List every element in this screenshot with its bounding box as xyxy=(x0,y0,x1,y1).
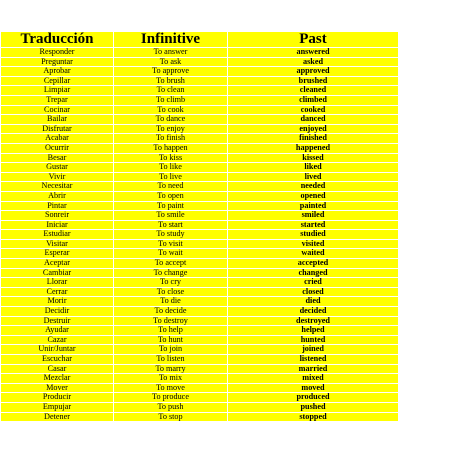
cell-translation: Limpiar xyxy=(1,86,114,96)
cell-past: danced xyxy=(228,115,399,125)
cell-translation: Empujar xyxy=(1,402,114,412)
table-row xyxy=(1,316,399,326)
cell-past: mixed xyxy=(228,374,399,384)
cell-infinitive: To dance xyxy=(114,115,228,125)
cell-past: died xyxy=(228,297,399,307)
table-row xyxy=(1,412,399,422)
cell-infinitive: To push xyxy=(114,402,228,412)
cell-translation: Necesitar xyxy=(1,182,114,192)
cell-infinitive: To die xyxy=(114,297,228,307)
cell-past: changed xyxy=(228,268,399,278)
cell-translation: Cocinar xyxy=(1,105,114,115)
cell-translation: Acabar xyxy=(1,134,114,144)
table-row xyxy=(1,355,399,365)
table-row xyxy=(1,259,399,269)
cell-infinitive: To cook xyxy=(114,105,228,115)
cell-past: married xyxy=(228,364,399,374)
cell-past: moved xyxy=(228,383,399,393)
cell-infinitive: To kiss xyxy=(114,153,228,163)
cell-past: enjoyed xyxy=(228,124,399,134)
cell-past: joined xyxy=(228,345,399,355)
cell-infinitive: To join xyxy=(114,345,228,355)
cell-infinitive: To paint xyxy=(114,201,228,211)
table-row xyxy=(1,105,399,115)
header-infinitive: Infinitive xyxy=(114,32,228,48)
table-row xyxy=(1,335,399,345)
cell-infinitive: To smile xyxy=(114,211,228,221)
cell-past: climbed xyxy=(228,95,399,105)
table-row xyxy=(1,383,399,393)
cell-past: hunted xyxy=(228,335,399,345)
cell-past: smiled xyxy=(228,211,399,221)
cell-translation: Cazar xyxy=(1,335,114,345)
cell-infinitive: To stop xyxy=(114,412,228,422)
cell-infinitive: To decide xyxy=(114,307,228,317)
cell-infinitive: To brush xyxy=(114,76,228,86)
cell-past: finished xyxy=(228,134,399,144)
table-row xyxy=(1,134,399,144)
table-row xyxy=(1,278,399,288)
cell-past: cried xyxy=(228,278,399,288)
cell-translation: Decidir xyxy=(1,307,114,317)
cell-translation: Iniciar xyxy=(1,220,114,230)
table-row xyxy=(1,201,399,211)
cell-translation: Producir xyxy=(1,393,114,403)
cell-past: answered xyxy=(228,48,399,58)
cell-past: painted xyxy=(228,201,399,211)
cell-past: approved xyxy=(228,67,399,77)
table-row xyxy=(1,249,399,259)
cell-infinitive: To close xyxy=(114,287,228,297)
cell-infinitive: To accept xyxy=(114,259,228,269)
table-row xyxy=(1,345,399,355)
header-past: Past xyxy=(228,32,399,48)
cell-infinitive: To produce xyxy=(114,393,228,403)
cell-translation: Mover xyxy=(1,383,114,393)
cell-translation: Responder xyxy=(1,48,114,58)
cell-past: started xyxy=(228,220,399,230)
cell-infinitive: To live xyxy=(114,172,228,182)
cell-past: closed xyxy=(228,287,399,297)
table-row xyxy=(1,230,399,240)
table-row xyxy=(1,239,399,249)
cell-infinitive: To ask xyxy=(114,57,228,67)
cell-past: pushed xyxy=(228,402,399,412)
cell-translation: Aceptar xyxy=(1,259,114,269)
header-translation: Traducción xyxy=(1,32,114,48)
cell-translation: Cambiar xyxy=(1,268,114,278)
cell-translation: Vivir xyxy=(1,172,114,182)
cell-translation: Cerrar xyxy=(1,287,114,297)
table-row xyxy=(1,86,399,96)
cell-translation: Ocurrir xyxy=(1,143,114,153)
cell-translation: Besar xyxy=(1,153,114,163)
cell-translation: Sonreir xyxy=(1,211,114,221)
cell-translation: Bailar xyxy=(1,115,114,125)
cell-translation: Trepar xyxy=(1,95,114,105)
cell-translation: Gustar xyxy=(1,163,114,173)
cell-infinitive: To marry xyxy=(114,364,228,374)
cell-translation: Abrir xyxy=(1,191,114,201)
cell-translation: Llorar xyxy=(1,278,114,288)
cell-infinitive: To like xyxy=(114,163,228,173)
table-row xyxy=(1,48,399,58)
table-row xyxy=(1,287,399,297)
cell-past: kissed xyxy=(228,153,399,163)
verb-table-container xyxy=(0,31,398,422)
table-row xyxy=(1,364,399,374)
table-row xyxy=(1,57,399,67)
cell-translation: Visitar xyxy=(1,239,114,249)
table-row xyxy=(1,211,399,221)
cell-infinitive: To hunt xyxy=(114,335,228,345)
table-row xyxy=(1,124,399,134)
cell-past: happened xyxy=(228,143,399,153)
cell-translation: Preguntar xyxy=(1,57,114,67)
cell-infinitive: To happen xyxy=(114,143,228,153)
cell-infinitive: To wait xyxy=(114,249,228,259)
cell-past: studied xyxy=(228,230,399,240)
cell-translation: Escuchar xyxy=(1,355,114,365)
cell-past: needed xyxy=(228,182,399,192)
cell-past: cooked xyxy=(228,105,399,115)
table-row xyxy=(1,297,399,307)
cell-infinitive: To need xyxy=(114,182,228,192)
cell-past: cleaned xyxy=(228,86,399,96)
cell-past: decided xyxy=(228,307,399,317)
cell-past: lived xyxy=(228,172,399,182)
cell-translation: Cepillar xyxy=(1,76,114,86)
cell-past: liked xyxy=(228,163,399,173)
table-row xyxy=(1,95,399,105)
cell-translation: Disfrutar xyxy=(1,124,114,134)
cell-translation: Destruir xyxy=(1,316,114,326)
table-row xyxy=(1,67,399,77)
cell-infinitive: To mix xyxy=(114,374,228,384)
table-row xyxy=(1,153,399,163)
verb-table xyxy=(0,31,399,422)
cell-past: destroyed xyxy=(228,316,399,326)
cell-infinitive: To change xyxy=(114,268,228,278)
cell-past: produced xyxy=(228,393,399,403)
cell-past: asked xyxy=(228,57,399,67)
table-row xyxy=(1,307,399,317)
table-row xyxy=(1,172,399,182)
cell-past: helped xyxy=(228,326,399,336)
cell-infinitive: To cry xyxy=(114,278,228,288)
cell-past: opened xyxy=(228,191,399,201)
cell-infinitive: To clean xyxy=(114,86,228,96)
table-row xyxy=(1,182,399,192)
cell-translation: Estudiar xyxy=(1,230,114,240)
verb-rows xyxy=(1,48,399,422)
cell-infinitive: To study xyxy=(114,230,228,240)
cell-infinitive: To listen xyxy=(114,355,228,365)
cell-past: waited xyxy=(228,249,399,259)
cell-infinitive: To answer xyxy=(114,48,228,58)
table-row xyxy=(1,143,399,153)
cell-infinitive: To enjoy xyxy=(114,124,228,134)
cell-infinitive: To approve xyxy=(114,67,228,77)
cell-translation: Esperar xyxy=(1,249,114,259)
cell-past: listened xyxy=(228,355,399,365)
cell-infinitive: To climb xyxy=(114,95,228,105)
cell-infinitive: To help xyxy=(114,326,228,336)
table-row xyxy=(1,191,399,201)
cell-translation: Mezclar xyxy=(1,374,114,384)
table-row xyxy=(1,268,399,278)
table-row xyxy=(1,393,399,403)
table-row xyxy=(1,76,399,86)
table-row xyxy=(1,163,399,173)
cell-translation: Pintar xyxy=(1,201,114,211)
table-row xyxy=(1,402,399,412)
cell-infinitive: To start xyxy=(114,220,228,230)
cell-infinitive: To move xyxy=(114,383,228,393)
cell-translation: Morir xyxy=(1,297,114,307)
cell-infinitive: To visit xyxy=(114,239,228,249)
cell-past: accepted xyxy=(228,259,399,269)
cell-translation: Aprobar xyxy=(1,67,114,77)
cell-infinitive: To open xyxy=(114,191,228,201)
cell-translation: Detener xyxy=(1,412,114,422)
cell-past: stopped xyxy=(228,412,399,422)
cell-translation: Casar xyxy=(1,364,114,374)
table-row xyxy=(1,326,399,336)
table-row xyxy=(1,220,399,230)
table-row xyxy=(1,374,399,384)
cell-infinitive: To finish xyxy=(114,134,228,144)
cell-translation: Unir/Juntar xyxy=(1,345,114,355)
table-row xyxy=(1,115,399,125)
cell-past: brushed xyxy=(228,76,399,86)
cell-translation: Ayudar xyxy=(1,326,114,336)
cell-past: visited xyxy=(228,239,399,249)
header-row xyxy=(1,32,399,48)
cell-infinitive: To destroy xyxy=(114,316,228,326)
